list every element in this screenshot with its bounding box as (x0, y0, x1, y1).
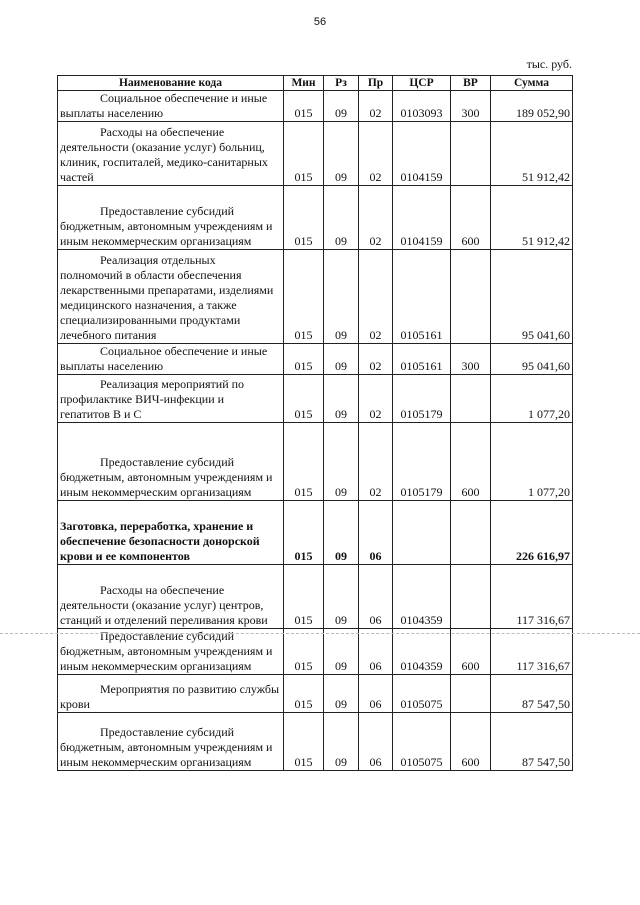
cell-min: 015 (284, 675, 324, 713)
name-line: выплаты населению (60, 106, 164, 120)
cell-vr: 300 (451, 91, 491, 122)
cell-csr: 0105161 (393, 250, 451, 344)
cell-pr: 02 (359, 423, 393, 501)
cell-sum: 226 616,97 (491, 501, 573, 565)
cell-name (58, 91, 284, 122)
cell-rz: 09 (324, 675, 359, 713)
name-line: Предоставление субсидий (100, 455, 235, 469)
name-line: бюджетным, автономным учреждениям и (60, 644, 273, 658)
scan-artifact-line (0, 633, 640, 634)
table-row (58, 250, 573, 344)
name-line: крови (60, 697, 90, 711)
cell-vr (451, 122, 491, 186)
name-line: Расходы на обеспечение (100, 125, 225, 139)
cell-pr: 02 (359, 91, 393, 122)
name-line: станций и отделений переливания крови (60, 613, 268, 627)
cell-pr: 02 (359, 122, 393, 186)
cell-min: 015 (284, 186, 324, 250)
cell-rz: 09 (324, 344, 359, 375)
name-line: деятельности (оказание услуг) центров, (60, 598, 264, 612)
name-line: Заготовка, переработка, хранение и (60, 519, 254, 533)
name-line: специализированными продуктами (60, 313, 241, 327)
cell-sum: 51 912,42 (491, 122, 573, 186)
cell-csr: 0103093 (393, 91, 451, 122)
cell-min: 015 (284, 344, 324, 375)
cell-vr: 300 (451, 344, 491, 375)
table-row (58, 501, 573, 565)
cell-min: 015 (284, 565, 324, 629)
table-row (58, 423, 573, 501)
cell-min: 015 (284, 501, 324, 565)
header-sum: Сумма (491, 76, 573, 91)
cell-vr (451, 375, 491, 423)
name-line: Предоставление субсидий (100, 204, 235, 218)
cell-pr: 02 (359, 250, 393, 344)
cell-rz: 09 (324, 629, 359, 675)
cell-pr: 02 (359, 375, 393, 423)
cell-vr: 600 (451, 629, 491, 675)
cell-name (58, 250, 284, 344)
cell-name (58, 423, 284, 501)
name-line: иным некоммерческим организациям (60, 659, 252, 673)
cell-vr (451, 501, 491, 565)
cell-rz: 09 (324, 91, 359, 122)
name-line: Предоставление субсидий (100, 629, 235, 643)
cell-rz: 09 (324, 565, 359, 629)
header-pr: Пр (359, 76, 393, 91)
cell-vr: 600 (451, 186, 491, 250)
table-body (58, 91, 573, 771)
cell-pr: 02 (359, 186, 393, 250)
cell-rz: 09 (324, 501, 359, 565)
page-number: 56 (313, 16, 327, 28)
name-line: лекарственными препаратами, изделиями (60, 283, 274, 297)
cell-rz: 09 (324, 375, 359, 423)
cell-pr: 06 (359, 629, 393, 675)
cell-vr (451, 675, 491, 713)
table-header-row (58, 76, 573, 91)
cell-vr: 600 (451, 713, 491, 771)
table-row (58, 375, 573, 423)
cell-name (58, 344, 284, 375)
cell-name (58, 713, 284, 771)
name-line: иным некоммерческим организациям (60, 234, 252, 248)
cell-min: 015 (284, 713, 324, 771)
cell-csr (393, 501, 451, 565)
cell-vr (451, 250, 491, 344)
cell-csr: 0104159 (393, 186, 451, 250)
cell-sum: 87 547,50 (491, 713, 573, 771)
cell-rz: 09 (324, 423, 359, 501)
name-line: клиник, госпиталей, медико-санитарных (60, 155, 268, 169)
header-vr: ВР (451, 76, 491, 91)
units-label: тыс. руб. (526, 57, 572, 71)
name-line: бюджетным, автономным учреждениям и (60, 219, 273, 233)
cell-name (58, 565, 284, 629)
name-line: выплаты населению (60, 359, 164, 373)
cell-sum: 189 052,90 (491, 91, 573, 122)
name-line: бюджетным, автономным учреждениям и (60, 470, 273, 484)
name-line: иным некоммерческим организациям (60, 755, 252, 769)
cell-pr: 06 (359, 713, 393, 771)
cell-pr: 06 (359, 501, 393, 565)
table-row (58, 629, 573, 675)
cell-sum: 117 316,67 (491, 629, 573, 675)
cell-rz: 09 (324, 713, 359, 771)
cell-pr: 06 (359, 675, 393, 713)
cell-csr: 0105179 (393, 423, 451, 501)
name-line: Расходы на обеспечение (100, 583, 225, 597)
cell-csr: 0104359 (393, 629, 451, 675)
name-line: полномочий в области обеспечения (60, 268, 242, 282)
table-row (58, 186, 573, 250)
cell-csr: 0105179 (393, 375, 451, 423)
table-row (58, 565, 573, 629)
cell-vr (451, 565, 491, 629)
cell-pr: 06 (359, 565, 393, 629)
name-line: Реализация отдельных (100, 253, 216, 267)
header-rz: Рз (324, 76, 359, 91)
cell-rz: 09 (324, 250, 359, 344)
cell-min: 015 (284, 122, 324, 186)
table-row (58, 122, 573, 186)
table-row (58, 675, 573, 713)
header-name: Наименование кода (58, 76, 284, 91)
name-line: бюджетным, автономным учреждениям и (60, 740, 273, 754)
cell-name (58, 375, 284, 423)
cell-csr: 0105161 (393, 344, 451, 375)
name-line: Мероприятия по развитию службы (100, 682, 280, 696)
name-line: иным некоммерческим организациям (60, 485, 252, 499)
cell-sum: 51 912,42 (491, 186, 573, 250)
name-line: медицинского назначения, а также (60, 298, 237, 312)
cell-vr: 600 (451, 423, 491, 501)
name-line: частей (60, 170, 94, 184)
name-line: Социальное обеспечение и иные (100, 344, 268, 358)
cell-csr: 0105075 (393, 713, 451, 771)
name-line: Реализация мероприятий по (100, 377, 245, 391)
name-line: обеспечение безопасности донорской (60, 534, 260, 548)
budget-table (57, 75, 573, 771)
cell-name (58, 501, 284, 565)
cell-sum: 1 077,20 (491, 375, 573, 423)
cell-pr: 02 (359, 344, 393, 375)
cell-csr: 0105075 (393, 675, 451, 713)
cell-min: 015 (284, 250, 324, 344)
cell-csr: 0104359 (393, 565, 451, 629)
cell-min: 015 (284, 375, 324, 423)
name-line: Социальное обеспечение и иные (100, 91, 268, 105)
table-row (58, 344, 573, 375)
cell-min: 015 (284, 629, 324, 675)
cell-sum: 117 316,67 (491, 565, 573, 629)
cell-min: 015 (284, 423, 324, 501)
cell-name (58, 186, 284, 250)
cell-name (58, 675, 284, 713)
name-line: лечебного питания (60, 328, 157, 342)
header-csr: ЦСР (393, 76, 451, 91)
name-line: крови и ее компонентов (60, 549, 190, 563)
cell-rz: 09 (324, 186, 359, 250)
cell-sum: 87 547,50 (491, 675, 573, 713)
name-line: Предоставление субсидий (100, 725, 235, 739)
cell-sum: 95 041,60 (491, 344, 573, 375)
cell-csr: 0104159 (393, 122, 451, 186)
cell-sum: 95 041,60 (491, 250, 573, 344)
table-row (58, 713, 573, 771)
name-line: гепатитов В и С (60, 407, 142, 421)
header-min: Мин (284, 76, 324, 91)
cell-name (58, 122, 284, 186)
cell-min: 015 (284, 91, 324, 122)
name-line: деятельности (оказание услуг) больниц, (60, 140, 265, 154)
cell-name (58, 629, 284, 675)
cell-rz: 09 (324, 122, 359, 186)
cell-sum: 1 077,20 (491, 423, 573, 501)
name-line: профилактике ВИЧ-инфекции и (60, 392, 225, 406)
table-row (58, 91, 573, 122)
